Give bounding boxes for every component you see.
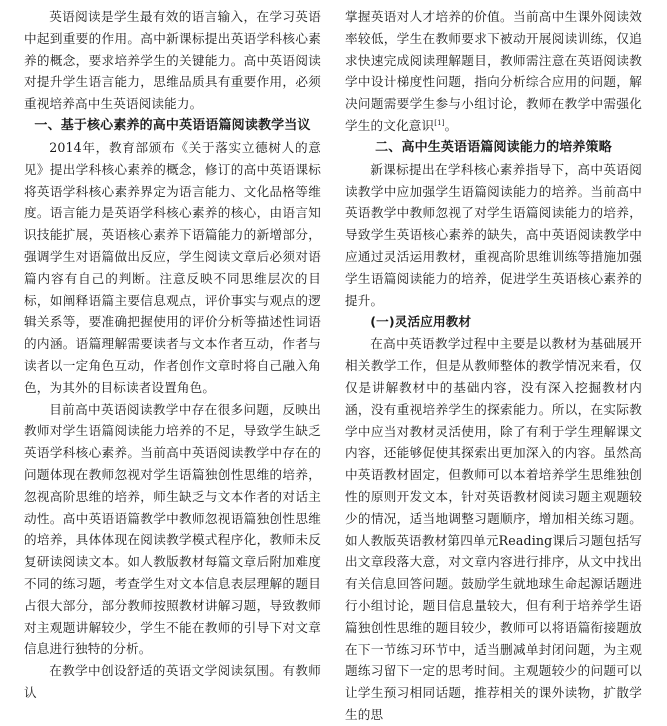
section2-paragraph-1: 新课标提出在学科核心素养指导下，高中英语阅读教学中应加强学生语篇阅读能力的培养。当前高中英语教学中教师忽视了对学生语篇阅读能力的培养，导致学生英语核心素养的缺失，高中英语阅读教学中应通过灵活运用教材，重视高阶思维训练等措施加强学生语篇阅读能力的培养，促进学生英语核心素养的提升。: [345, 161, 642, 308]
section1-paragraph-3: 在教学中创设舒适的英语文学阅读氛围。有教师认: [24, 663, 321, 700]
right-column: [345, 6, 642, 726]
continued-paragraph: [345, 6, 642, 137]
citation-marker: [1]: [434, 118, 445, 127]
section1-heading: 一、基于核心素养的高中英语语篇阅读教学当议: [34, 117, 311, 133]
intro-paragraph: 英语阅读是学生最有效的语言输入，在学习英语中起到重要的作用。高中新课标提出英语学科核心素养的概念，要求培养学生的关键能力。高中英语阅读对提升学生语言能力，思维品质具有重要作用，必须重视培养高中生英语阅读能力。: [24, 9, 321, 112]
section2-heading: 二、高中生英语语篇阅读能力的培养策略: [375, 139, 612, 155]
continued-paragraph-text: 掌握英语对人才培养的价值。当前高中生课外阅读效率较低，学生在教师要求下被动开展阅读训练，仅追求快速完成阅读理解题目，教师需注意在英语阅读教学中设计梯度性问题，指向分析综合应用的问题，解决问题需要学生参与小组讨论，教师在教学中需强化学生的文化意识: [345, 9, 642, 133]
continued-paragraph-end: 。: [444, 117, 458, 133]
left-column: [24, 6, 321, 704]
subsection1-heading: (一)灵活应用教材: [370, 314, 472, 330]
subsection1-paragraph: 在高中英语教学过程中主要是以教材为基础展开相关教学工作，但是从教师整体的教学情况来看，仅仅是讲解教材中的基础内容，没有深入挖掘教材内涵，没有重视培养学生的探索能力。所以，在实际教学中应当对教材灵活使用，除了有利于学生理解课文内容，还能够促使其探索出更加深入的内容。虽然高中英语教材固定，但教师可以本着培养学生思维独创性的原则开发文本，针对英语教材阅读习题主观题较少的情况，适当地调整习题顺序，增加相关练习题。如人教版英语教材第四单元Reading课后习题包括写出文章段落大意，对文章内容进行排序，从文中找出有关信息回答问题。鼓励学生就地球生命起源话题进行小组讨论，题目信息量较大，但有利于培养学生语篇独创性思维的题目较少，教师可以将语篇衔接题放在下一节练习环节中，适当删减单封闭问题，为主观题练习留下一定的思考时间。主观题较少的问题可以让学生预习相同话题，推荐相关的课外读物，扩散学生的思: [345, 336, 642, 722]
section1-paragraph-2: 目前高中英语阅读教学中存在很多问题，反映出教师对学生语篇阅读能力培养的不足，导致学生缺乏英语学科核心素养。当前高中英语阅读教学中存在的问题体现在教师忽视对学生语篇独创性思维的培养，忽视高阶思维的培养，师生缺乏与文本作者的对话主动性。高中英语语篇教学中教师忽视语篇独创性思维的培养，具体体现在阅读教学模式程序化，教师未反复研读阅读文本。如人教版教材每篇文章后附加难度不同的练习题，考查学生对文本信息表层理解的题目占很大部分，部分教师按照教材讲解习题，导致教师对主观题讲解较少，学生不能在教师的引导下对文章信息进行独特的分析。: [24, 401, 321, 657]
section1-paragraph-1: 2014年，教育部颁布《关于落实立德树人的意见》提出学科核心素养的概念，修订的高中英语课标将英语学科核心素养界定为语言能力、文化品格等维度。语言能力是英语学科核心素养的核心，由语言知识技能扩展，英语核心素养下语篇能力的新增部分，强调学生对语篇做出反应，学生阅读文章后必须对语篇内容有自己的判断。注意反映不同思维层次的目标，如阐释语篇主要信息观点，评价事实与观点的逻辑关系等，要准确把握使用的评价分析等描述性词语的内涵。语篇理解需要读者与文本作者互动，作者与读者以一定角色互动，作者创作文章时将自己融入角色，为其外的目标读者设置角色。: [24, 139, 321, 395]
